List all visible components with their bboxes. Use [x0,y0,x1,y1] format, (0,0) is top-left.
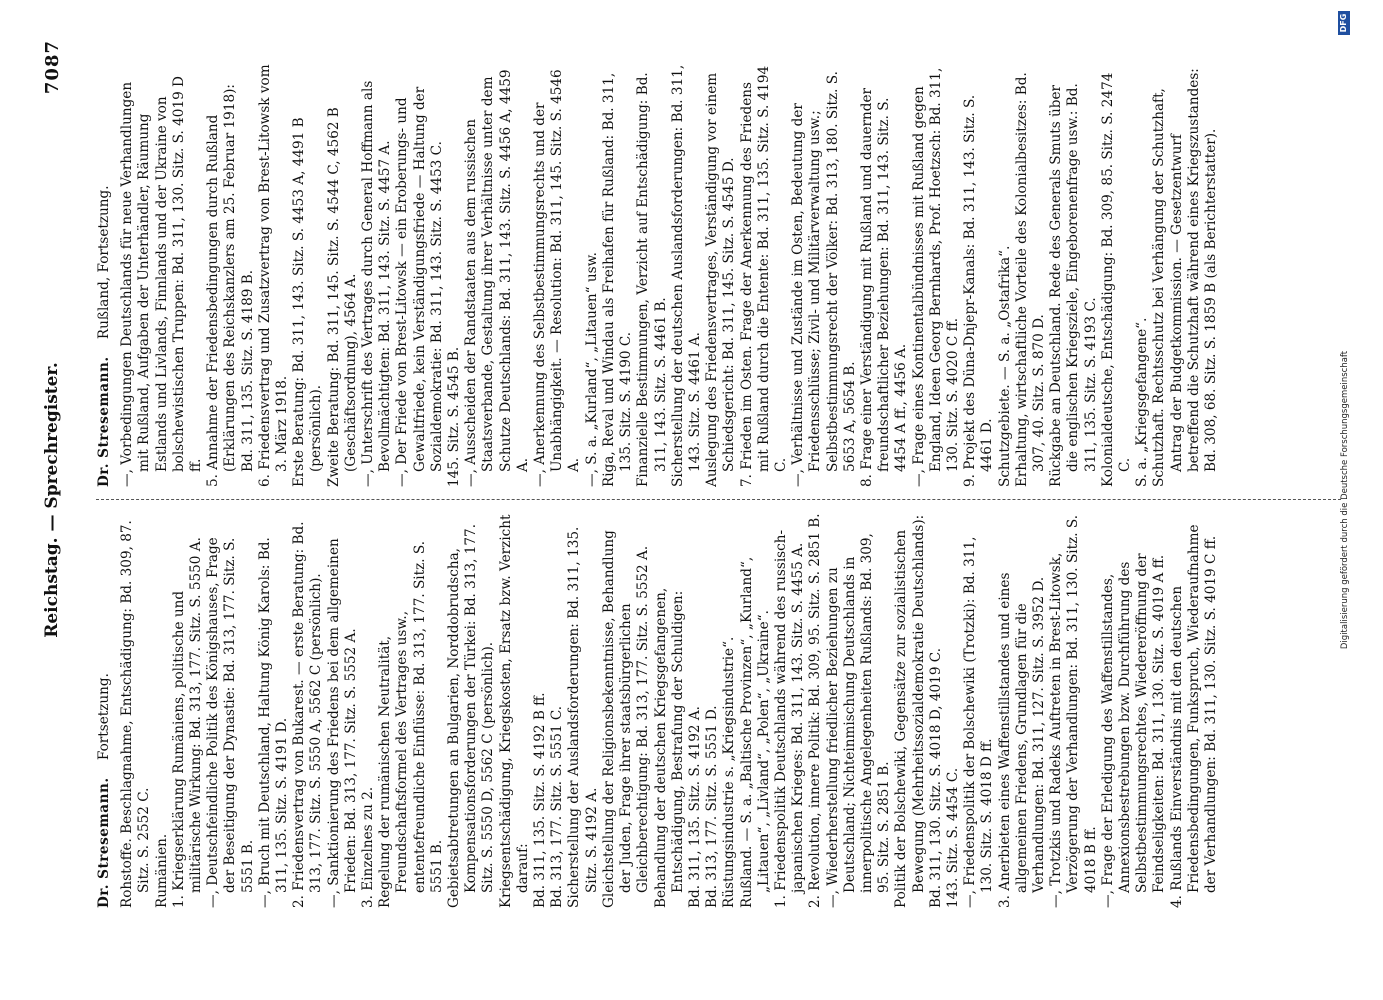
left-heading-name: Dr. Stresemann. [96,777,112,908]
index-entry: Schutzhaft. Rechtsschutz bei Verhängung der Schutzhaft, Antrag der Budgetkommission. — Gesetzentwurf betreffend die Schutzhaft während eines Kriegszustandes: Bd. 308, 68. Sitz. S. 1859 B (als Berichterstatter). [1151,68,1219,487]
index-entry: S. a. „Kriegsgefangene“. [1134,317,1151,487]
index-entry: Bd. 311, 135. Sitz. S. 4192 A. [686,706,703,908]
left-entry-list [119,512,1220,908]
index-entry: Erhaltung, wirtschaftliche Vorteile des Kolonialbesitzes: Bd. 307, 40. Sitz. S. 870 D. [1013,72,1047,487]
page-number: 7087 [42,40,63,95]
index-entry: 2. Revolution, innere Politik: Bd. 309, 95. Sitz. S. 2851 B. [807,513,824,908]
index-entry: —, Friedenspolitik der Bolschewiki (Trotzki): Bd. 311, 130. Sitz. S. 4018 D ff. [962,536,996,908]
index-entry: Erste Beratung: Bd. 311, 143. Sitz. S. 4453 A, 4491 B (persönlich). [291,117,325,487]
index-entry: Kriegsentschädigung, Kriegskosten, Ersatz bzw. Verzicht darauf: [497,514,531,908]
left-heading-cont: Fortsetzung. [96,673,112,761]
index-entry: Rohstoffe. Beschlagnahme, Entschädigung: Bd. 309, 87. Sitz. S. 2552 C. [119,520,153,908]
index-entry: Regelung der rumänischen Neutralität, Freundschaftsformel des Vertrages usw., ententefreundliche Einflüsse: Bd. 313, 177. Sitz. S. 5551 B. [377,540,445,908]
index-entry: 143. Sitz. S. 4454 C. [944,767,961,908]
right-heading-cont: Rußland, Fortsetzung. [96,185,112,340]
index-entry: Sicherstellung der deutschen Auslandsforderungen: Bd. 311, 143. Sitz. S. 4461 A. [669,64,703,487]
index-entry: Sicherstellung der Auslandsforderungen: Bd. 311, 135. Sitz. S. 4192 A. [566,526,600,908]
index-entry: —, Sanktionierung des Friedens bei dem allgemeinen Frieden: Bd. 313, 177. Sitz. S. 5552 A. [325,538,359,908]
index-entry: —, Ausscheiden der Randstaaten aus dem russischen Staatsverbande, Gestaltung ihrer Verhältnisse unter dem Schutze Deutschlands: Bd. 311, 143. Sitz. S. 4456 A, 4459 A. [463,69,531,487]
index-entry: —, Anerkennung des Selbstbestimmungsrechts und der Unabhängigkeit. — Resolution: Bd. 311, 145. Sitz. S. 4546 A. [532,69,583,487]
index-entry: —, Unterschrift des Vertrages durch General Hoffmann als Bevollmächtigten: Bd. 311, 143. Sitz. S. 4457 A. [360,80,394,487]
index-entry: Riga, Reval und Windau als Freihafen für Rußland: Bd. 311, 135. Sitz. S. 4190 C. [600,72,635,487]
index-entry: 6. Friedensvertrag und Zusatzvertrag von Brest-Litowsk vom 3. März 1918. [256,64,291,487]
index-entry: Bd. 311, 135. Sitz. S. 4192 B ff. [532,692,549,908]
index-entry: —, Der Friede von Brest-Litowsk — ein Eroberungs- und Gewaltfriede, kein Verständigungsfriede — Haltung der Sozialdemokratie: Bd. 311, 143. Sitz. S. 4453 C. [394,86,445,487]
index-entry: —, Bruch mit Deutschland, Haltung König Karols: Bd. 311, 135. Sitz. S. 4191 D. [256,537,291,908]
index-entry: —, Deutschfeindliche Politik des Königshauses, Frage der Beseitigung der Dynastie: Bd. 313, 177. Sitz. S. 5551 B. [205,537,256,908]
index-entry: —, Frage der Erledigung des Waffenstillstandes, Annexionsbestrebungen bzw. Durchführung des Selbstbestimmungsrechtes, Wiedereröffnung der Feindseligkeiten: Bd. 311, 130. Sitz. S. 4019 A ff. [1099,553,1168,908]
index-entry: 3. Anerbieten eines Waffenstillstandes und eines allgemeinen Friedens, Grundlagen für die Verhandlungen: Bd. 311, 127. Sitz. S. 3952 D. [996,572,1047,908]
index-entry: Kolonialdeutsche, Entschädigung: Bd. 309, 85. Sitz. S. 2474 C. [1099,72,1133,487]
column-divider [96,498,1341,500]
index-entry: 1. Kriegserklärung Rumäniens, politische und militärische Wirkung: Bd. 313, 177. Sitz. S. 5550 A. [170,537,205,908]
index-entry: 145. Sitz. S. 4545 B. [446,346,463,487]
right-column [96,63,1336,487]
page-title: Reichstag. — Sprechregister. [42,362,62,638]
index-entry: —, Wiederherstellung friedlicher Beziehungen zu Deutschland; Nichteinmischung Deutschlands in innerpolitische Angelegenheiten Rußlands: Bd. 309, 95. Sitz. S. 2851 B. [824,533,893,908]
index-entry: 7. Frieden im Osten. Frage der Anerkennung des Friedens mit Rußland durch die Entente: Bd. 311, 135. Sitz. S. 4194 C. [738,65,789,487]
index-entry: Finanzielle Bestimmungen, Verzicht auf Entschädigung: Bd. 311, 143. Sitz. S. 4461 B. [635,72,669,487]
index-entry: Behandlung der deutschen Kriegsgefangenen, Entschädigung, Bestrafung der Schuldigen: [652,587,686,908]
index-entry: —, Trotzkis und Radeks Auftreten in Brest-Litowsk, Verzögerung der Verhandlungen: Bd. 311, 130. Sitz. S. 4018 B ff. [1048,514,1099,908]
index-entry: Rumänien. [153,833,170,908]
dfg-logo: DFG [1338,11,1350,35]
index-entry: —, Frage eines Kontinentalbündnisses mit Rußland gegen England, Ideen Georg Bernhards, Prof. Hoetzsch: Bd. 311, 130. Sitz. S. 4020 C ff. [910,67,961,487]
index-entry: 2. Friedensvertrag von Bukarest. — erste Beratung: Bd. 313, 177. Sitz. S. 5550 A, 5562 C (persönlich). [291,521,325,908]
index-entry: Zweite Beratung: Bd. 311, 145. Sitz. S. 4544 C, 4562 B (Geschäftsordnung), 4564 A. [325,107,359,487]
index-entry: Rußland. — S. a. „Baltische Provinzen“, „Kurland“, „Litauen“, „Livland“, „Polen“, „Ukraine“. [738,556,772,908]
index-entry: Politik der Bolschewiki, Gegensätze zur sozialistischen Bewegung (Mehrheitssozialdemokratie Deutschlands): [893,514,927,908]
index-entry: 5. Annahme der Friedensbedingungen durch Rußland (Erklärungen des Reichskanzlers am 25. Februar 1918): Bd. 311, 135. Sitz. S. 4189 B. [205,83,256,487]
right-heading-name: Dr. Stresemann. [96,356,112,487]
index-entry: 1. Friedenspolitik Deutschlands während des russisch-japanischen Krieges: Bd. 311, 143. Sitz. S. 4455 A. [772,529,807,908]
left-column-heading [96,512,113,908]
digitization-credit: Digitalisierung gefördert durch die Deutsche Forschungsgemeinschaft [1340,350,1350,650]
index-entry: 4. Rußlands Einverständnis mit den deutschen Friedensbedingungen, Funkspruch, Wiederaufnahme der Verhandlungen: Bd. 311, 130. Sitz. S. 4019 C ff. [1168,524,1219,908]
index-entry: Gleichstellung der Religionsbekenntnisse, Behandlung der Juden, Frage ihrer staatsbürgerlichen Gleichberechtigung: Bd. 313, 177. Sitz. S. 5552 A. [600,530,652,908]
index-entry: —, Vorbedingungen Deutschlands für neue Verhandlungen mit Rußland, Aufgaben der Unterhändler, Räumung Estlands und Livlands, Finnlands und der Ukraine von bolschewistischen Truppen: Bd. 311, 130. Sitz. S. 4019 D ff. [119,76,205,487]
right-entry-list [119,63,1220,487]
right-column-heading [96,63,113,487]
index-entry: Bd. 313, 177. Sitz. S. 5551 D. [704,705,721,908]
index-entry: 9. Projekt des Düna-Dnjepr-Kanals: Bd. 311, 143. Sitz. S. 4461 D. [962,94,996,487]
index-entry: —, Verhältnisse und Zustände im Osten, Bedeutung der Friedensschlüsse; Zivil- und Militärverwaltung usw.; Selbstbestimmungsrecht der Völker: Bd. 313, 180. Sitz. S. 5653 A, 5654 B. [790,71,858,487]
index-entry: Bd. 313, 177. Sitz. S. 5551 C. [549,705,566,908]
index-entry: 3. Einzelnes zu 2. [360,786,377,908]
index-entry: —, S. a. „Kurland“, „Litauen“ usw. [583,252,600,487]
index-entry: Bd. 311, 130. Sitz. S. 4018 D, 4019 C. [927,647,944,908]
index-entry: Rückgabe an Deutschland. Rede des Generals Smuts über die englischen Kriegsziele, Eingeborenenfrage usw.: Bd. 311, 135. Sitz. S. 4193 C. [1048,83,1099,487]
index-entry: Schutzgebiete. — S. a. „Ostafrika“. [996,245,1013,487]
index-entry: Auslegung des Friedensvertrages, Verständigung vor einem Schiedsgericht: Bd. 311, 145. Sitz. S. 4545 D. [704,72,738,487]
index-entry: 8. Frage einer Verständigung mit Rußland und dauernder freundschaftlicher Beziehungen: Bd. 311, 143. Sitz. S. 4454 A ff., 4456 A. [858,87,910,487]
left-column [96,512,1336,908]
index-entry: Rüstungsindustrie s. „Kriegsindustrie“. [721,636,738,908]
running-head [30,40,70,960]
index-entry: Gebietsabtretungen an Bulgarien, Norddobrudscha, Kompensationsforderungen der Türkei: Bd. 313, 177. Sitz. S. 5550 D, 5562 C (persönlich). [446,523,497,908]
